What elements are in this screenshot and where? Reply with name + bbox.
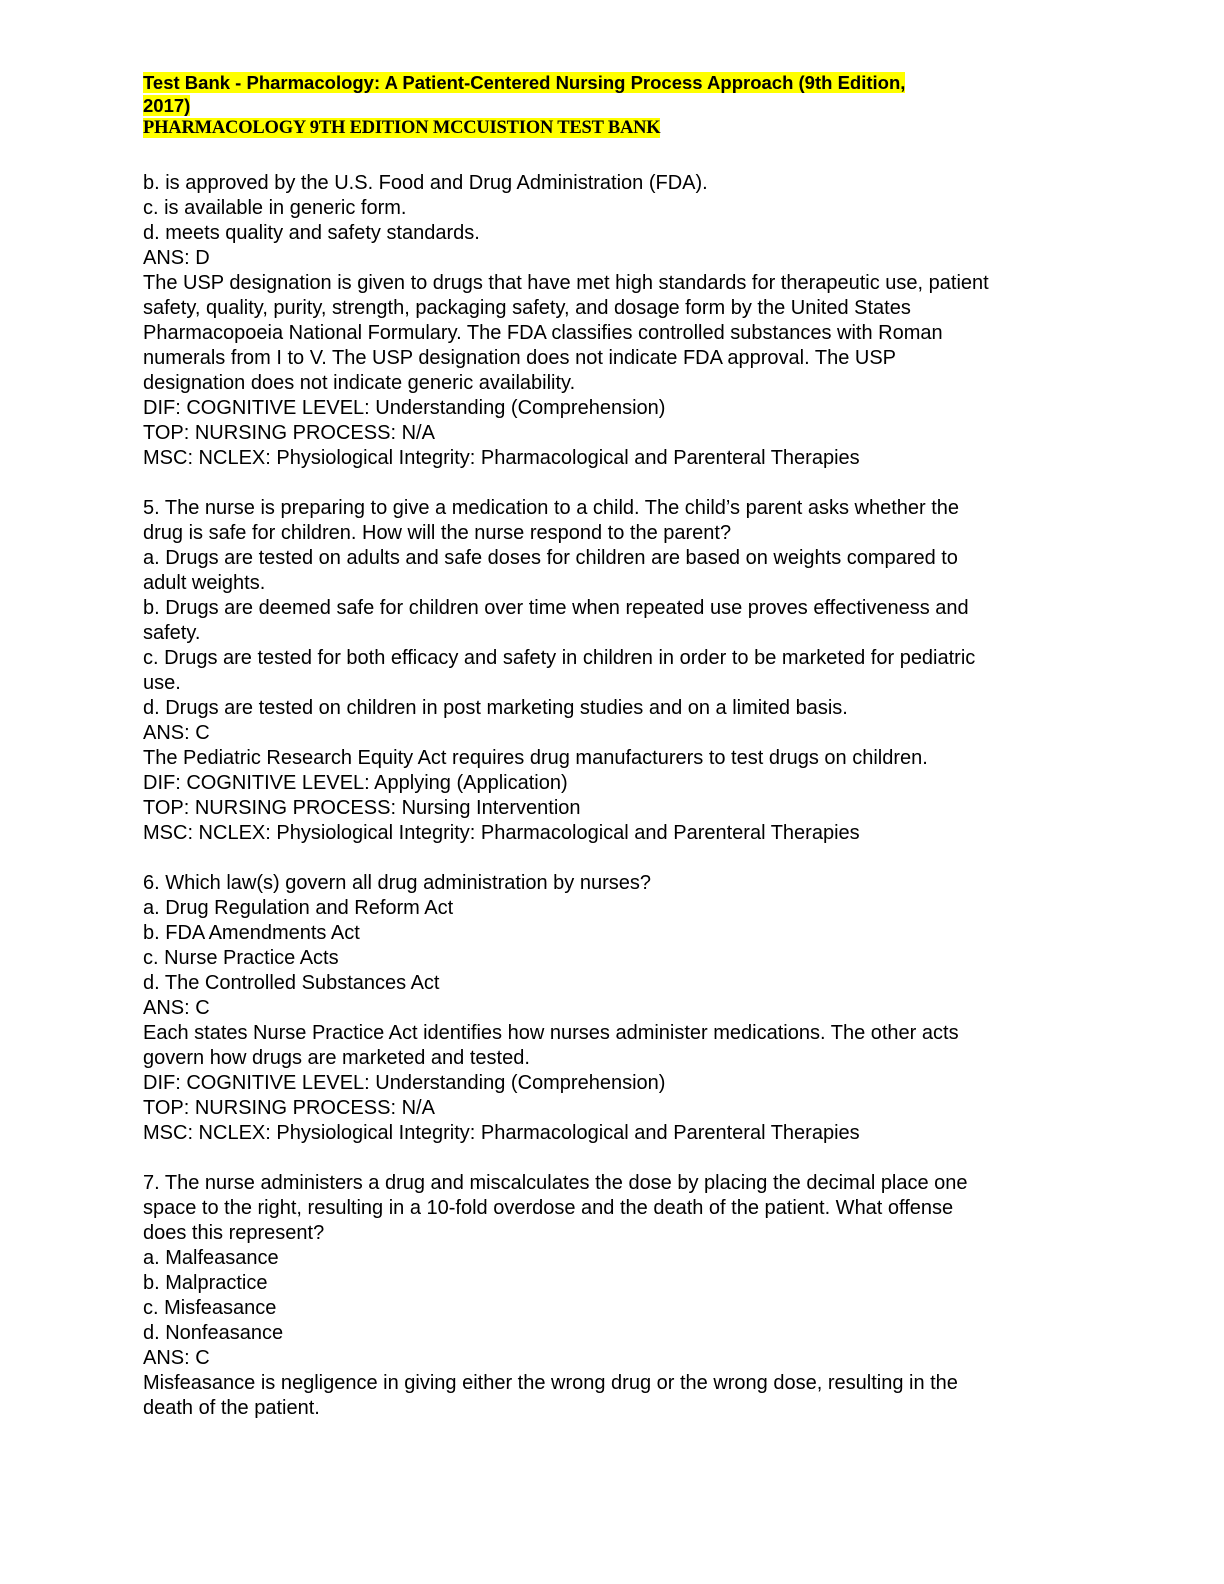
- text-line: The Pediatric Research Equity Act requires drug manufacturers to test drugs on children.: [143, 747, 928, 769]
- blank-line: [143, 1146, 1083, 1171]
- text-line: d. The Controlled Substances Act: [143, 972, 440, 994]
- text-line: 6. Which law(s) govern all drug administration by nurses?: [143, 872, 651, 894]
- text-line: c. is available in generic form.: [143, 197, 407, 219]
- text-line: ANS: C: [143, 722, 210, 744]
- text-line: ANS: D: [143, 247, 210, 269]
- text-line: d. meets quality and safety standards.: [143, 222, 480, 244]
- text-line: a. Malfeasance: [143, 1247, 279, 1269]
- text-line: death of the patient.: [143, 1397, 320, 1419]
- text-line: safety, quality, purity, strength, packaging safety, and dosage form by the United States: [143, 297, 911, 319]
- header-title-line-2: 2017): [143, 94, 191, 116]
- blank-line: [143, 471, 1083, 496]
- text-line: b. Drugs are deemed safe for children over time when repeated use proves effectiveness and: [143, 597, 969, 619]
- text-line: Each states Nurse Practice Act identifies how nurses administer medications. The other acts: [143, 1022, 959, 1044]
- text-line: TOP: NURSING PROCESS: N/A: [143, 422, 435, 444]
- text-line: space to the right, resulting in a 10-fold overdose and the death of the patient. What offense: [143, 1197, 954, 1219]
- document-body: [143, 171, 1083, 1421]
- header-subtitle: PHARMACOLOGY 9TH EDITION MCCUISTION TEST BANK: [143, 118, 661, 138]
- text-line: MSC: NCLEX: Physiological Integrity: Pharmacological and Parenteral Therapies: [143, 1122, 860, 1144]
- text-line: DIF: COGNITIVE LEVEL: Applying (Application): [143, 772, 568, 794]
- document-header: [143, 72, 1043, 140]
- text-line: d. Drugs are tested on children in post marketing studies and on a limited basis.: [143, 697, 848, 719]
- text-line: designation does not indicate generic availability.: [143, 372, 576, 394]
- text-line: does this represent?: [143, 1222, 325, 1244]
- text-line: b. Malpractice: [143, 1272, 268, 1294]
- text-line: DIF: COGNITIVE LEVEL: Understanding (Comprehension): [143, 397, 666, 419]
- text-line: numerals from I to V. The USP designation does not indicate FDA approval. The USP: [143, 347, 897, 369]
- text-line: adult weights.: [143, 572, 266, 594]
- text-line: The USP designation is given to drugs that have met high standards for therapeutic use, patient: [143, 272, 989, 294]
- text-line: a. Drug Regulation and Reform Act: [143, 897, 454, 919]
- text-line: 7. The nurse administers a drug and miscalculates the dose by placing the decimal place one: [143, 1172, 968, 1194]
- header-title-line-1: Test Bank - Pharmacology: A Patient-Centered Nursing Process Approach (9th Edition,: [143, 72, 906, 93]
- text-line: Misfeasance is negligence in giving either the wrong drug or the wrong dose, resulting in the: [143, 1372, 958, 1394]
- text-line: c. Misfeasance: [143, 1297, 277, 1319]
- text-line: c. Drugs are tested for both efficacy and safety in children in order to be marketed for pediatric: [143, 647, 976, 669]
- text-line: drug is safe for children. How will the nurse respond to the parent?: [143, 522, 732, 544]
- text-line: ANS: C: [143, 1347, 210, 1369]
- text-line: safety.: [143, 622, 201, 644]
- text-line: MSC: NCLEX: Physiological Integrity: Pharmacological and Parenteral Therapies: [143, 447, 860, 469]
- text-line: ANS: C: [143, 997, 210, 1019]
- text-line: d. Nonfeasance: [143, 1322, 284, 1344]
- text-line: c. Nurse Practice Acts: [143, 947, 339, 969]
- text-line: b. FDA Amendments Act: [143, 922, 360, 944]
- text-line: b. is approved by the U.S. Food and Drug Administration (FDA).: [143, 172, 708, 194]
- text-line: govern how drugs are marketed and tested.: [143, 1047, 530, 1069]
- text-line: MSC: NCLEX: Physiological Integrity: Pharmacological and Parenteral Therapies: [143, 822, 860, 844]
- blank-line: [143, 846, 1083, 871]
- text-line: DIF: COGNITIVE LEVEL: Understanding (Comprehension): [143, 1072, 666, 1094]
- text-line: Pharmacopoeia National Formulary. The FDA classifies controlled substances with Roman: [143, 322, 943, 344]
- text-line: 5. The nurse is preparing to give a medication to a child. The child’s parent asks whether the: [143, 497, 960, 519]
- text-line: a. Drugs are tested on adults and safe doses for children are based on weights compared to: [143, 547, 958, 569]
- text-line: TOP: NURSING PROCESS: N/A: [143, 1097, 435, 1119]
- text-line: use.: [143, 672, 181, 694]
- text-line: TOP: NURSING PROCESS: Nursing Intervention: [143, 797, 581, 819]
